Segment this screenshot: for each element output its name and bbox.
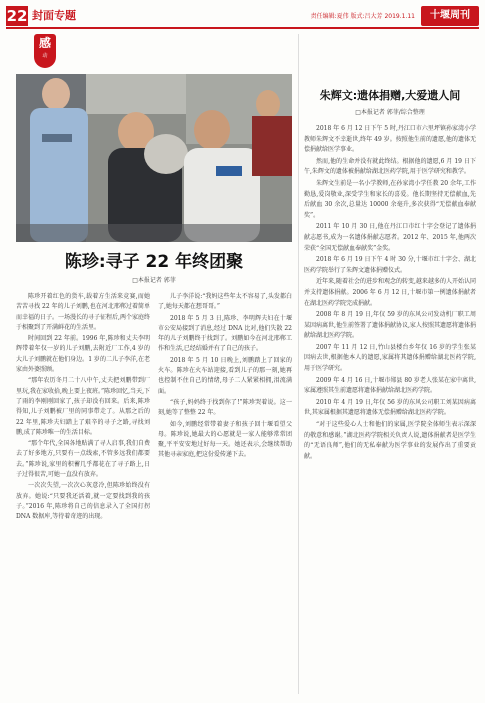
main-article-byline: □本报记者 郭菲: [132, 277, 176, 284]
main-article-column-1: [16, 292, 150, 692]
paragraph: 2009 年 4 月 16 日,十堰市郧县 80 岁老人张某在家中离世,家属遵照其生前遗愿将遗体捐献给湖北医药学院。: [304, 376, 476, 395]
paragraph: “那年农历冬月二十八中午,丈夫把刘鹏带到厂里玩,我在家收拾,晚上要上夜班。”陈珍回忆,当天,下了雨的李刚刚回家了,孩子却没有回来。后来,陈珍得知,儿子刘鹏被厂里的同事带走了。从那之后的 22 年里,陈珍夫妇踏上了艰辛的寻子之路,寻找刘鹏,成了陈珍唯一的生活目标。: [16, 377, 150, 436]
editor-credits: 责任编辑:夏伟 版式:吕大芳 2019.1.11: [310, 13, 415, 20]
paragraph: 陈珍开着红色的货车,载着方生活来竞赛,而她苦苦寻找 22 年的儿子刘鹏,也在河北邢郸过着简单而幸福的日子。一场漫长的寻子征程后,两个家庭终于相聚到了开满鲜花的生活里。: [16, 293, 150, 331]
paragraph: “那个年代,全国各地贴满了寻人启事,我们自费去了好多地方,只要有一点线索,不管多远我们都要去。”陈珍说,家里的积蓄几乎都花在了寻子路上,日子过得很苦,可她一直没有放弃。: [16, 440, 150, 479]
publication-logo: 十堰周刊: [421, 6, 479, 26]
paragraph: 时间回到 22 年前。1996 年,陈珍和丈夫李明辉带着年仅一岁的儿子刘鹏,去附近厂工作,4 岁的大儿子刘鹏就在他们身边。1 岁的二儿子李洋,在老家由外婆照顾。: [16, 335, 150, 374]
paragraph: 一次次失望,一次次心灰意冷,但陈珍始终没有放弃。她说:“只要我还活着,就一定要找到我的孩子。”2016 年,陈珍将自己的信息录入了全国打拐 DNA 数据库,等待着奇迹的出现。: [16, 482, 150, 521]
main-article-title: 陈珍:寻子 22 年终团聚: [64, 252, 244, 272]
paragraph: 2018 年 6 月 12 日下午 5 时,丹江口市六里坪镇孙家湾小学教师朱辉文不幸逝世,终年 49 岁。按照他生前的遗愿,他的遗体无偿捐献给医学事业。: [304, 125, 476, 154]
main-article-column-2: [158, 292, 292, 692]
section-title: 封面专题: [32, 9, 76, 22]
sidebar-article-body: [304, 124, 476, 692]
paragraph: 2018 年 5 月 3 日,陈珍、李明辉夫妇在十堰市公安局接到了消息,经过 DNA 比对,他们失散 22 年的儿子刘鹏终于找到了。刘鹏如今在河北邢郸工作和生活,已经结婚并有了自己的孩子。: [158, 314, 292, 353]
badge-char: 感: [38, 36, 51, 50]
reunion-photo: [16, 74, 292, 242]
paragraph: 然而,他的生命并没有就此终结。根据他的遗愿,6 月 19 日下午,朱辉文的遗体被捐献给湖北医药学院,用于医学研究和教学。: [304, 157, 476, 176]
sidebar-article-byline: □本报记者 郭菲/综合整理: [355, 109, 425, 116]
paragraph: “孩子,妈妈终于找到你了!”陈珍哭着说。这一刻,她等了整整 22 年。: [158, 398, 292, 417]
paragraph: “对于这些爱心人士和他们的家属,医学院全体师生表示深深的敬意和感谢。”湖北医药学院相关负责人说,遗体捐献者是医学生的“无语良师”,他们的无私奉献为医学事业的发展作出了重要贡献。: [304, 421, 476, 460]
paragraph: 2010 年 4 月 19 日,年仅 56 岁的东风公司职工刘某因病离世,其家属根据其遗愿将遗体无偿捐赠给湖北医药学院。: [304, 398, 476, 417]
paragraph: 2008 年 8 月 19 日,年仅 59 岁的东风公司发动机厂职工周某因病离世,他生前签署了遗体捐献协议,家人按照其遗愿将遗体捐献给湖北医药学院。: [304, 311, 476, 340]
paragraph: 近年来,随着社会的进步和观念的转变,越来越多的人开始认同并支持遗体捐献。2006 年 6 月 12 日,十堰市第一例遗体捐献者在湖北医药学院完成捐献。: [304, 278, 476, 307]
paragraph: 2018 年 6 月 19 日下午 4 时 30 分,十堰市红十字会、湖北医药学院举行了朱辉文遗体捐赠仪式。: [304, 256, 476, 274]
paragraph: 儿子李洋说:“我妈这些年太不容易了,头发都白了,她每天都在想哥哥。”: [158, 293, 292, 311]
paragraph: 2018 年 5 月 10 日晚上,刘鹏踏上了回家的火车。陈珍在火车站迎接,看到儿子的那一刻,她再也控制不住自己的情绪,母子二人紧紧相拥,泪流满面。: [158, 356, 292, 395]
header-divider: [6, 27, 479, 29]
section-badge: [34, 34, 56, 68]
page-number: 22: [6, 7, 28, 25]
paragraph: 朱辉文生前是一名小学教师,在孙家湾小学任教 20 余年,工作勤恳,爱岗敬业,深受学生和家长的喜爱。他长期坚持无偿献血,先后献血 30 余次,总量达 10000 余毫升,多次获得“无偿献血奉献奖”。: [304, 179, 476, 219]
paragraph: 如今,刘鹏经常带着妻子和孩子回十堰看望父母。陈珍说,她最大的心愿就是一家人能够常常团聚,平平安安地过好每一天。她还表示,会继续帮助其他寻亲家庭,把这份爱传递下去。: [158, 420, 292, 459]
column-divider: [298, 34, 299, 694]
sidebar-article-title: 朱辉文:遗体捐赠,大爱遗人间: [319, 89, 461, 102]
badge-sub: 动: [42, 53, 48, 59]
paragraph: 2011 年 10 月 30 日,他在丹江口市红十字会登记了遗体捐献志愿书,成为一名遗体捐献志愿者。2012 年、2015 年,他两次荣获“全国无偿献血奉献奖”金奖。: [304, 223, 476, 252]
page-header: [6, 6, 479, 28]
paragraph: 2007 年 11 月 12 日,竹山县楼台乡年仅 16 岁的学生张某因病去世,根据他本人的遗愿,家属将其遗体捐赠给湖北医药学院,用于医学研究。: [304, 343, 476, 373]
